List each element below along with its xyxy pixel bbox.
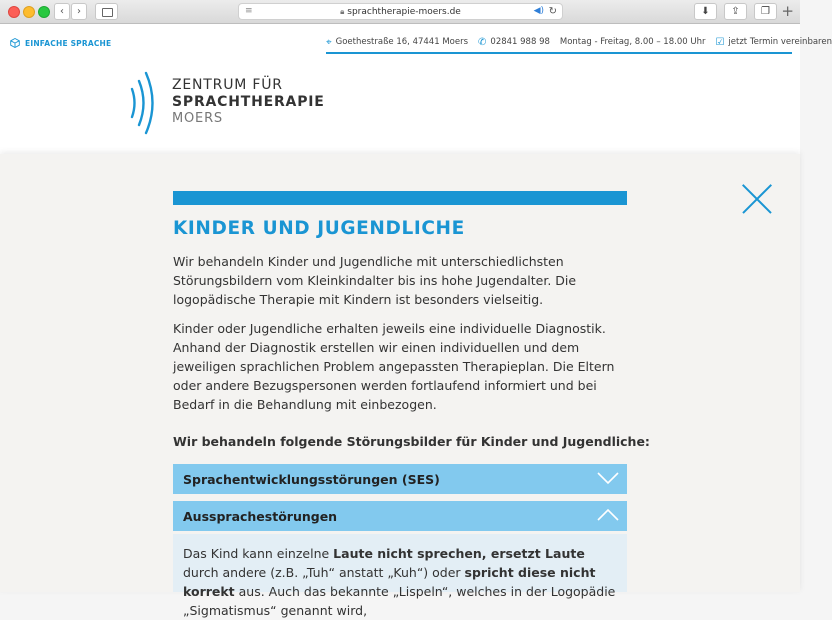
logo-line-1: ZENTRUM FÜR bbox=[172, 77, 283, 93]
phone-item[interactable] bbox=[478, 37, 550, 48]
accent-bar bbox=[173, 191, 627, 205]
disorders-heading: Wir behandeln folgende Störungsbilder für Kinder und Jugendliche: bbox=[173, 434, 650, 449]
logo-line-2: SPRACHTHERAPIE bbox=[172, 94, 325, 110]
chevron-up-icon bbox=[597, 508, 619, 522]
download-icon: ⬇ bbox=[701, 6, 710, 17]
hours-item bbox=[560, 37, 706, 47]
text-span: Das Kind kann einzelne bbox=[183, 546, 334, 561]
page-title: KINDER UND JUGENDLICHE bbox=[173, 218, 465, 239]
contact-bar bbox=[326, 32, 832, 54]
accordion-content bbox=[173, 534, 627, 618]
hours-text: Montag - Freitag, 8.00 – 18.00 Uhr bbox=[559, 37, 706, 47]
new-tab-button[interactable]: + bbox=[781, 2, 794, 20]
site-logo[interactable] bbox=[126, 72, 326, 134]
zoom-window-button[interactable] bbox=[38, 6, 50, 18]
text-span: aus. Auch das bekannte „Lispeln“, welches in der Logopädie „Sigmatismus“ genannt wird, bbox=[183, 584, 616, 618]
accordion-item-ses[interactable] bbox=[173, 464, 627, 494]
accordion-item-pronunciation[interactable] bbox=[173, 501, 627, 531]
map-pin-icon: ⌖ bbox=[326, 36, 332, 48]
address-text: Goethestraße 16, 47441 Moers bbox=[335, 37, 469, 47]
accordion-label: Aussprachestörungen bbox=[183, 508, 338, 524]
phone-text: 02841 988 98 bbox=[490, 37, 550, 47]
reload-icon[interactable]: ↻ bbox=[548, 6, 557, 17]
easy-language-link[interactable] bbox=[10, 38, 111, 48]
sidebar-toggle-button[interactable] bbox=[95, 3, 118, 20]
address-item[interactable] bbox=[326, 37, 468, 48]
lock-icon: 🔒︎ bbox=[340, 7, 345, 16]
accordion-label: Sprachentwicklungsstörungen (SES) bbox=[183, 471, 440, 487]
sound-waves-icon bbox=[126, 72, 166, 134]
appointment-text: jetzt Termin vereinbaren bbox=[728, 37, 832, 47]
bold-span: spricht diese nicht korrekt bbox=[183, 565, 596, 599]
checkbox-icon: ☑ bbox=[715, 36, 725, 48]
logo-line-3: MOERS bbox=[172, 111, 223, 126]
speaker-icon[interactable]: ◀︎) bbox=[533, 6, 544, 16]
share-icon: ⇪ bbox=[731, 6, 740, 17]
downloads-button[interactable] bbox=[694, 3, 717, 20]
address-bar[interactable] bbox=[238, 3, 563, 20]
browser-toolbar bbox=[0, 0, 800, 24]
accordion-text bbox=[183, 544, 623, 620]
site-header bbox=[0, 24, 832, 154]
reader-icon[interactable]: ≡ bbox=[245, 6, 253, 16]
chevron-right-icon: › bbox=[77, 6, 81, 17]
diagnostics-paragraph: Kinder oder Jugendliche erhalten jeweils eine individuelle Diagnostik. Anhand der Diagnostik erstellen wir einen individuellen und dem jeweiligen sprachlichen Problem angepassten Therapieplan. Die Eltern oder andere Bezugspersonen werden fortlaufend informiert und bei Bedarf in die Behandlung mit einbezogen. bbox=[173, 321, 615, 412]
back-button[interactable] bbox=[54, 3, 70, 20]
tabs-icon: ❐ bbox=[761, 6, 770, 17]
tabs-button[interactable] bbox=[754, 3, 777, 20]
forward-button[interactable] bbox=[71, 3, 87, 20]
close-window-button[interactable] bbox=[8, 6, 20, 18]
close-icon[interactable] bbox=[742, 184, 772, 214]
bold-span: Laute nicht sprechen, ersetzt Laute bbox=[333, 546, 585, 561]
share-button[interactable] bbox=[724, 3, 747, 20]
cube-icon bbox=[10, 38, 20, 48]
phone-icon: ✆ bbox=[478, 36, 487, 48]
chevron-down-icon bbox=[597, 471, 619, 485]
minimize-window-button[interactable] bbox=[23, 6, 35, 18]
chevron-left-icon: ‹ bbox=[60, 6, 64, 17]
detail-overlay bbox=[0, 154, 800, 618]
appointment-link[interactable] bbox=[715, 37, 832, 48]
easy-language-label: EINFACHE SPRACHE bbox=[25, 38, 112, 48]
intro-paragraph: Wir behandeln Kinder und Jugendliche mit unterschiedlichsten Störungsbildern vom Kleinkindalter bis ins hohe Jugendalter. Die logopädische Therapie mit Kindern ist besonders vielseitig. bbox=[173, 254, 577, 307]
text-span: durch andere (z.B. „Tuh“ anstatt „Kuh“) oder bbox=[183, 565, 465, 580]
url-text: sprachtherapie-moers.de bbox=[347, 7, 461, 17]
